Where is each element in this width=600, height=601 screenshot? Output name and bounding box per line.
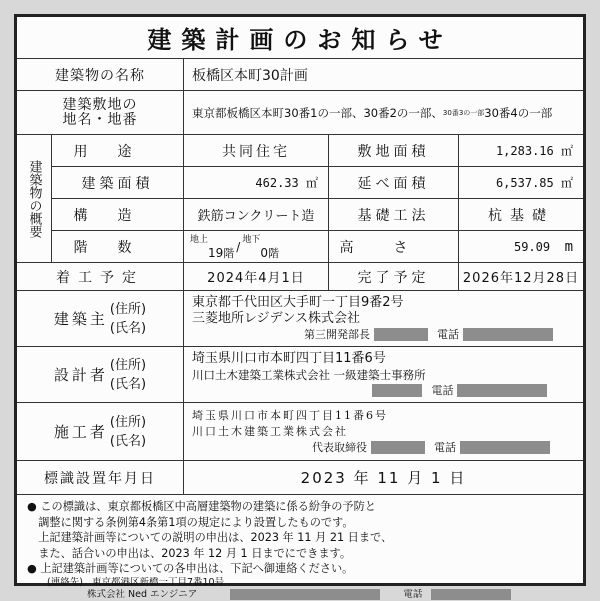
below-ground-label: 地下 (242, 234, 261, 245)
contractor-redacted-name (371, 441, 425, 454)
owner-redacted-phone (463, 328, 553, 341)
contractor-value (184, 403, 583, 460)
owner-address-label: (住所) (109, 301, 147, 317)
contractor-rep: 代表取締役 (312, 440, 367, 454)
above-ground-value: 19 (208, 245, 224, 260)
owner-address: 東京都千代田区大手町一丁目9番2号 (192, 294, 404, 310)
structure-row (52, 199, 583, 231)
note-line-1: ● この標識は、東京都板橋区中高層建築物の建築に係る紛争の予防と (27, 500, 376, 513)
height-value (459, 231, 583, 262)
note-line-2: 調整に関する条例第4条第1項の規定により設置したものです。 (27, 515, 354, 529)
designer-label: 設計者 (53, 366, 108, 384)
owner-company: 三菱地所レジデンス株式会社 (192, 310, 361, 326)
building-area-unit: ㎡ (305, 176, 318, 190)
total-floor-area-value (459, 167, 583, 198)
floors-label: 階数 (52, 231, 184, 262)
designer-row (17, 347, 583, 403)
page-title: 建築計画のお知らせ (147, 26, 453, 54)
structure-label: 構造 (52, 199, 184, 230)
above-ground-unit: 階 (223, 246, 235, 260)
structure-value: 鉄筋コンクリート造 (184, 199, 329, 230)
note-line-5: ● 上記建築計画等についての各申出は、下記へ御連絡ください。 (27, 562, 354, 575)
site-area-value (459, 135, 583, 166)
building-name-row (17, 59, 583, 91)
foundation-label: 基礎工法 (329, 199, 459, 230)
floors-row (52, 231, 583, 263)
contact-address: 東京都港区新橋一丁目7番10号 (91, 576, 225, 588)
start-value: 2024年4月1日 (184, 263, 329, 290)
contractor-row (17, 403, 583, 461)
site-area-number: 1,283.16 (495, 143, 554, 158)
foundation-value: 杭基礎 (488, 207, 554, 224)
total-floor-area-number: 6,537.85 (495, 175, 554, 190)
usage-value: 共同住宅 (184, 135, 329, 166)
usage-label: 用途 (52, 135, 184, 166)
designer-address: 埼玉県川口市本町四丁目11番6号 (192, 350, 386, 366)
designer-name-label: (氏名) (109, 376, 147, 392)
site-address-tail: 30番4の一部 (484, 105, 553, 120)
height-number: 59.09 (513, 239, 551, 254)
above-ground-label: 地上 (190, 234, 209, 245)
owner-redacted-name (374, 328, 428, 341)
note-line-3: 上記建築計画等についての説明の申出は、2023 年 11 月 21 日まで、 (27, 531, 393, 544)
title-row (17, 17, 583, 59)
below-ground-value: 0 (260, 245, 268, 260)
contractor-label-cell (17, 403, 184, 460)
contractor-address-label: (住所) (109, 414, 147, 430)
schedule-row (17, 263, 583, 291)
site-area-label: 敷地面積 (329, 135, 459, 166)
site-address-label-line1: 建築敷地の (62, 96, 138, 113)
end-value: 2026年12月28日 (462, 271, 580, 286)
contact-label: (連絡先) (47, 576, 83, 588)
notice-board (14, 14, 586, 600)
sign-date-row (17, 461, 583, 495)
contractor-redacted-phone (460, 441, 550, 454)
start-label: 着工予定 (17, 263, 184, 290)
designer-value (184, 347, 583, 402)
site-address-small: 30番3の一部 (442, 108, 485, 117)
height-unit: m (564, 238, 573, 255)
building-name-value: 板橋区本町30計画 (192, 67, 308, 84)
contractor-company: 川口土木建築工業株式会社 (192, 424, 348, 438)
owner-row (17, 291, 583, 347)
owner-name-label: (氏名) (109, 320, 147, 336)
total-floor-area-unit: ㎡ (560, 176, 573, 190)
total-floor-area-label: 延べ面積 (329, 167, 459, 198)
contractor-phone-label: 電話 (434, 440, 456, 454)
notes-section (17, 495, 583, 600)
designer-label-cell (17, 347, 184, 402)
building-area-value (184, 167, 329, 198)
end-label: 完了予定 (329, 263, 459, 290)
building-area-number: 462.33 (255, 175, 299, 190)
contact-line-1 (27, 577, 573, 589)
sign-date-label: 標識設置年月日 (17, 461, 184, 494)
building-area-label: 建築面積 (52, 167, 184, 198)
sign-date-value: 2023 年 11 月 1 日 (300, 469, 467, 487)
site-address-label (17, 91, 184, 134)
owner-dept: 第三開発部長 (304, 327, 370, 341)
note-line-4: また、話合いの申出は、2023 年 12 月 1 日までにできます。 (27, 546, 352, 560)
designer-redacted-phone (457, 384, 547, 397)
usage-row (52, 135, 583, 167)
contact-line-2 (27, 589, 573, 601)
owner-value (184, 291, 583, 346)
site-address-main: 東京都板橋区本町30番1の一部、30番2の一部、 (192, 105, 443, 120)
building-area-row (52, 167, 583, 199)
designer-company: 川口土木建築工業株式会社 一級建築士事務所 (192, 367, 426, 382)
contact-company: 株式会社 Ned エンジニア (87, 588, 198, 600)
overview-label: 建築物の概要 (26, 159, 42, 238)
height-label: 高さ (329, 231, 459, 262)
site-address-value (184, 91, 583, 134)
contractor-name-label: (氏名) (109, 433, 147, 449)
contact-redacted-phone (431, 589, 511, 600)
designer-redacted-name (372, 384, 422, 397)
overview-block (17, 135, 52, 263)
contact-redacted-name (230, 589, 380, 600)
site-address-row (17, 91, 583, 135)
owner-label-cell (17, 291, 184, 346)
designer-phone-label: 電話 (431, 383, 454, 397)
below-ground-unit: 階 (267, 246, 279, 260)
designer-address-label: (住所) (109, 357, 147, 373)
contact-phone-label: 電話 (403, 588, 423, 600)
contractor-address: 埼玉県川口市本町四丁目11番6号 (192, 408, 388, 422)
site-area-unit: ㎡ (560, 144, 573, 158)
owner-phone-label: 電話 (437, 327, 459, 341)
site-address-label-line2: 地名・地番 (62, 111, 138, 128)
owner-label: 建築主 (53, 310, 108, 328)
contractor-label: 施工者 (53, 423, 108, 441)
floors-value: 地上 19階 / 地下 0階 (184, 231, 329, 262)
building-name-label: 建築物の名称 (17, 59, 184, 90)
